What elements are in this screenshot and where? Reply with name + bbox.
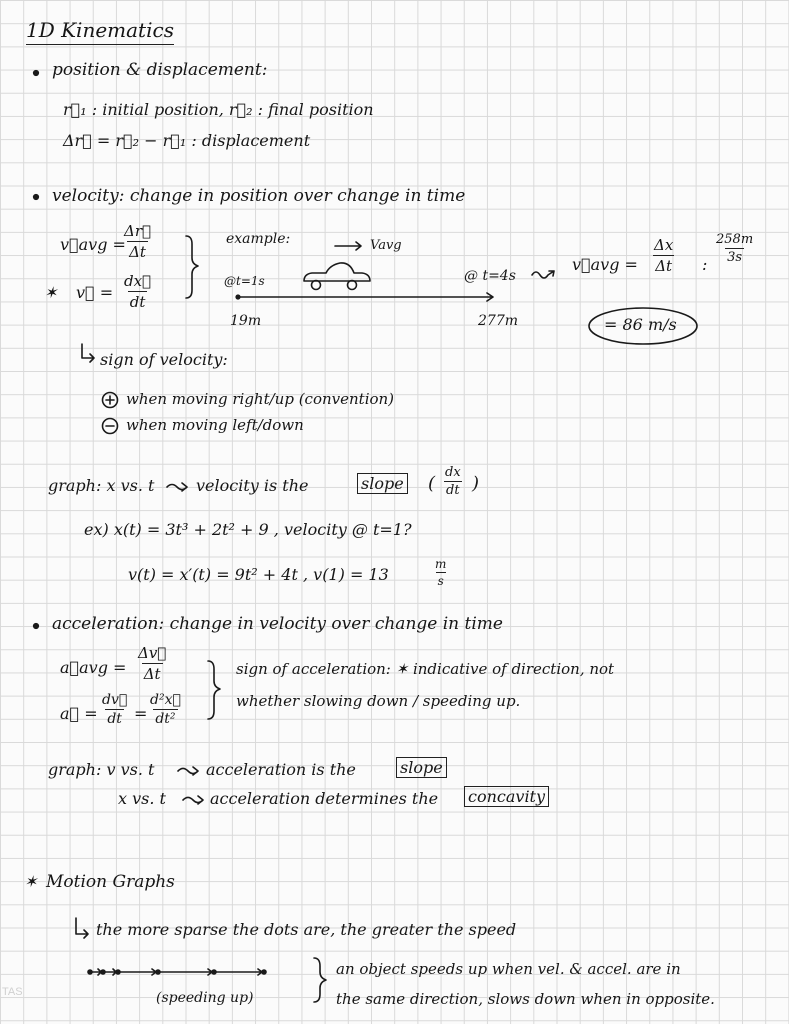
position-19m: 19m <box>230 313 262 329</box>
calc-denominator: Δt <box>655 257 673 275</box>
curly-brace <box>186 236 198 298</box>
curly-brace <box>314 958 326 1002</box>
a-fraction-2 <box>148 692 183 727</box>
star-mark-2: ✶ <box>24 872 38 891</box>
calc-fraction <box>652 236 675 275</box>
a-fraction-1 <box>100 692 129 727</box>
acceleration-bullet: acceleration: change in velocity over change in time <box>52 614 503 634</box>
graph-xt-prefix: graph: x vs. t <box>48 476 155 495</box>
calc-equals: : <box>702 255 708 274</box>
aavg-numerator: Δv⃗ <box>138 644 167 662</box>
a-num-1: dv⃗ <box>102 692 128 708</box>
v-lhs: v⃗ = <box>76 283 114 302</box>
calc-numerator: Δx <box>654 236 674 254</box>
aavg-denominator: Δt <box>143 665 161 683</box>
a-lhs: a⃗ = <box>60 704 98 723</box>
motion-line: the more sparse the dots are, the greater the speed <box>96 920 517 939</box>
position-bullet: position & displacement: <box>52 60 268 80</box>
vavg-denominator: Δt <box>129 243 146 261</box>
graph-dxdt <box>443 465 463 498</box>
a-den-1: dt <box>107 711 122 727</box>
graph-vt-mid: acceleration is the <box>206 760 356 779</box>
unit-fraction <box>433 557 448 588</box>
motion-note-2: the same direction, slows down when in opposite. <box>336 990 715 1008</box>
graph-xt2-prefix: x vs. t <box>118 789 166 808</box>
position-line <box>238 293 493 301</box>
vavg-lhs: v⃗avg = <box>60 235 126 254</box>
hook-arrow <box>82 344 94 362</box>
graph-dx: dx <box>445 465 461 480</box>
speeding-up-caption: (speeding up) <box>156 990 254 1006</box>
calc-fraction-2 <box>714 232 755 265</box>
motion-graphs-title: Motion Graphs <box>46 872 175 892</box>
position-line-1: r⃗₁ : initial position, r⃗₂ : final position <box>63 100 374 119</box>
graph-vt-prefix: graph: v vs. t <box>48 760 155 779</box>
accel-note-1: sign of acceleration: ✶ indicative of direction, not <box>236 660 615 678</box>
curly-brace <box>208 661 220 719</box>
paren-close: ) <box>472 473 480 494</box>
velocity-bullet: velocity: change in position over change in time <box>52 186 466 206</box>
v-fraction <box>122 272 153 311</box>
calc-lhs: v⃗avg = <box>572 255 638 274</box>
bullet-dot <box>34 71 39 76</box>
watermark: TAS <box>2 986 23 998</box>
vavg-numerator: Δr⃗ <box>124 222 152 240</box>
motion-note-1: an object speeds up when vel. & accel. are in <box>336 960 681 978</box>
v-denominator: dt <box>129 293 146 311</box>
graph-xt2-mid: acceleration determines the <box>210 789 439 808</box>
sign-of-velocity: sign of velocity: <box>100 350 228 369</box>
t2-label: @ t=4s <box>464 268 516 284</box>
a-den-2: dt² <box>155 711 176 727</box>
v-numerator: dx⃗ <box>124 272 152 290</box>
sign-minus-text: when moving left/down <box>126 416 304 434</box>
unit-s: s <box>437 574 444 588</box>
hook-arrow <box>76 918 88 938</box>
implies-arrow <box>178 767 198 775</box>
a-num-2: d²x⃗ <box>150 692 181 708</box>
concavity-box: concavity <box>464 786 549 807</box>
vavg-fraction <box>122 222 153 261</box>
a-equals: = <box>134 704 148 723</box>
car-drawing <box>304 242 370 290</box>
t1-label: @t=1s <box>224 274 265 288</box>
vavg-arrow-label: Vavg <box>370 238 402 253</box>
calc-numerator-2: 258m <box>716 232 754 247</box>
implies-arrow <box>167 483 187 491</box>
example-label: example: <box>226 231 291 247</box>
sign-plus-text: when moving right/up (convention) <box>126 390 395 408</box>
page-title: 1D Kinematics <box>26 18 174 45</box>
result-value: = 86 m/s <box>604 315 677 334</box>
calc-denominator-2: 3s <box>727 250 743 265</box>
paren-open: ( <box>428 473 436 494</box>
slope-box-2: slope <box>396 757 447 778</box>
graph-xt-mid: velocity is the <box>196 476 309 495</box>
position-line-2: Δr⃗ = r⃗₂ − r⃗₁ : displacement <box>63 131 311 150</box>
unit-m: m <box>435 557 447 571</box>
bullet-dot <box>34 195 39 200</box>
slope-box: slope <box>357 473 408 494</box>
implies-arrow <box>183 796 203 804</box>
aavg-fraction <box>136 644 168 683</box>
aavg-lhs: a⃗avg = <box>60 658 127 677</box>
star-mark: ✶ <box>44 283 58 302</box>
bullet-dot <box>34 624 39 629</box>
position-277m: 277m <box>478 313 518 329</box>
example-problem: ex) x(t) = 3t³ + 2t² + 9 , velocity @ t=1? <box>84 520 412 539</box>
squiggle-arrow <box>532 271 554 278</box>
graph-dt: dt <box>446 483 460 498</box>
dots-diagram <box>88 969 266 975</box>
example-solution: v(t) = x′(t) = 9t² + 4t , v(1) = 13 <box>128 565 389 584</box>
accel-note-2: whether slowing down / speeding up. <box>236 692 521 710</box>
